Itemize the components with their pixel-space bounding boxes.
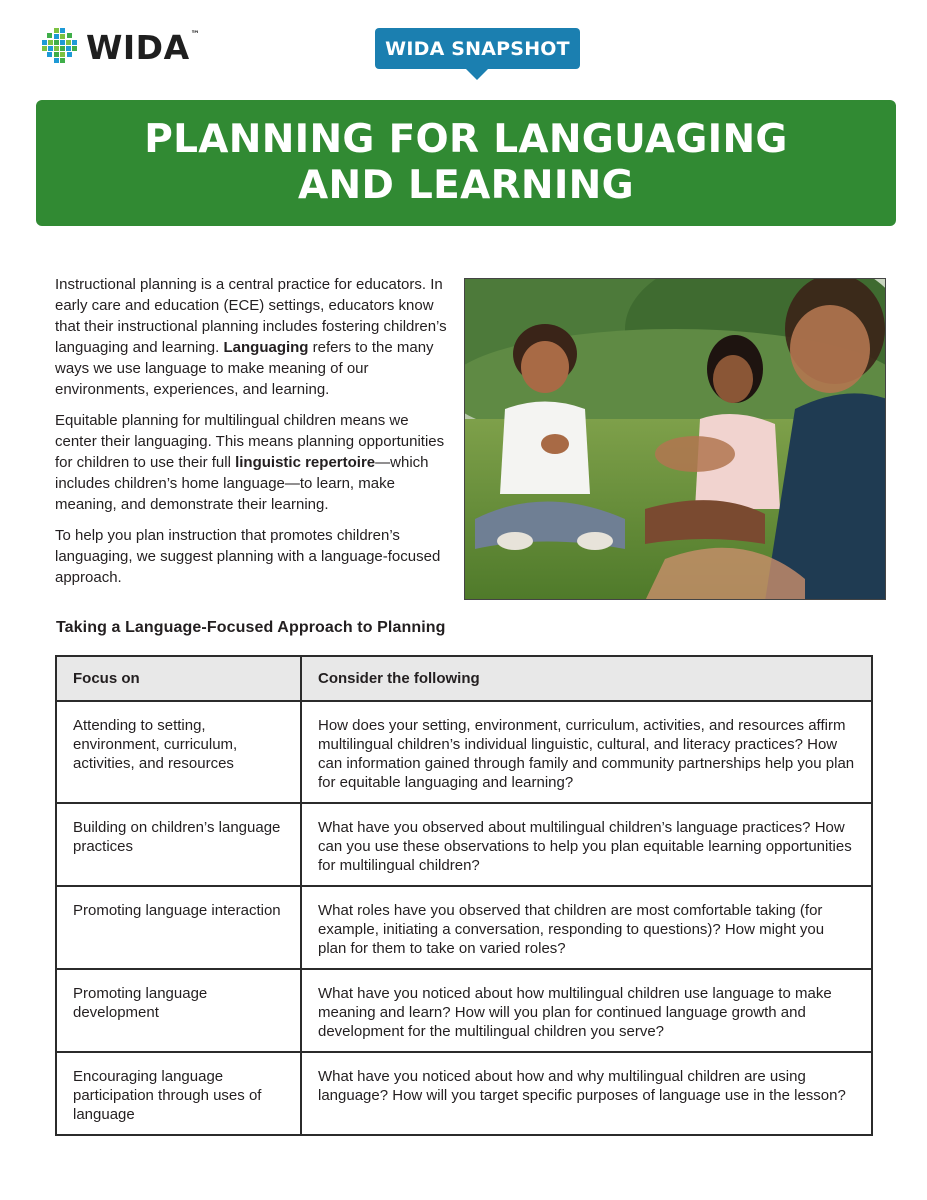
consider-cell: How does your setting, environment, curriculum, activities, and resources affirm multilingual children’s individual linguistic, cultural, and literacy practices? How can information gained through family and community partnerships help you plan for equitable languaging and learning? <box>301 701 872 803</box>
term-languaging: Languaging <box>223 339 309 356</box>
logo-wordmark: WIDA™ <box>86 27 201 67</box>
table-row <box>56 969 872 1052</box>
table-row <box>56 803 872 886</box>
table-row <box>56 1052 872 1135</box>
intro-paragraph-2: Equitable planning for multilingual children means we center their languaging. This means planning opportunities for children to use their full linguistic repertoire—which includes children’s home language—to learn, make meaning, and demonstrate their learning. <box>55 412 445 513</box>
focus-cell: Attending to setting, environment, curriculum, activities, and resources <box>56 701 301 803</box>
table-row <box>56 886 872 969</box>
table-header-row <box>56 656 872 701</box>
focus-cell: Encouraging language participation through uses of language <box>56 1052 301 1135</box>
consider-cell: What roles have you observed that children are most comfortable taking (for example, initiating a conversation, responding to questions)? How might you plan for them to take on varied roles? <box>301 886 872 969</box>
column-header-focus: Focus on <box>56 656 301 701</box>
children-photo <box>464 278 886 600</box>
page-title <box>144 117 787 209</box>
consider-cell: What have you noticed about how and why multilingual children are using language? How will you target specific purposes of language use in the lesson? <box>301 1052 872 1135</box>
intro-paragraph-1: Instructional planning is a central practice for educators. In early care and education (ECE) settings, educators know that their instructional planning includes fostering children’s languaging and learning. Languaging refers to the many ways we use language to make meaning of our environments, experiences, and learning. <box>55 276 447 398</box>
title-line-2: AND LEARNING <box>298 163 634 208</box>
term-linguistic-repertoire: linguistic repertoire <box>235 454 376 471</box>
table-row <box>56 701 872 803</box>
planning-table <box>55 655 873 1136</box>
consider-cell: What have you noticed about how multilingual children use language to make meaning and learn? How will you plan for continued language growth and development for the multilingual children you serve? <box>301 969 872 1052</box>
children-outdoors-image <box>465 279 886 600</box>
focus-cell: Building on children’s language practices <box>56 803 301 886</box>
intro-text <box>55 274 450 598</box>
title-banner <box>36 100 896 226</box>
snapshot-badge <box>375 28 580 69</box>
wida-logo <box>40 27 200 67</box>
column-header-consider: Consider the following <box>301 656 872 701</box>
intro-paragraph-3: To help you plan instruction that promotes children’s languaging, we suggest planning with a language-focused approach. <box>55 527 441 586</box>
snapshot-badge-label: WIDA SNAPSHOT <box>385 37 570 60</box>
wida-logo-mark-icon <box>40 27 80 67</box>
focus-cell: Promoting language interaction <box>56 886 301 969</box>
focus-cell: Promoting language development <box>56 969 301 1052</box>
title-line-1: PLANNING FOR LANGUAGING <box>144 117 788 162</box>
table-title: Taking a Language-Focused Approach to Planning <box>56 619 446 636</box>
consider-cell: What have you observed about multilingual children’s language practices? How can you use these observations to help you plan equitable learning opportunities for multilingual children? <box>301 803 872 886</box>
